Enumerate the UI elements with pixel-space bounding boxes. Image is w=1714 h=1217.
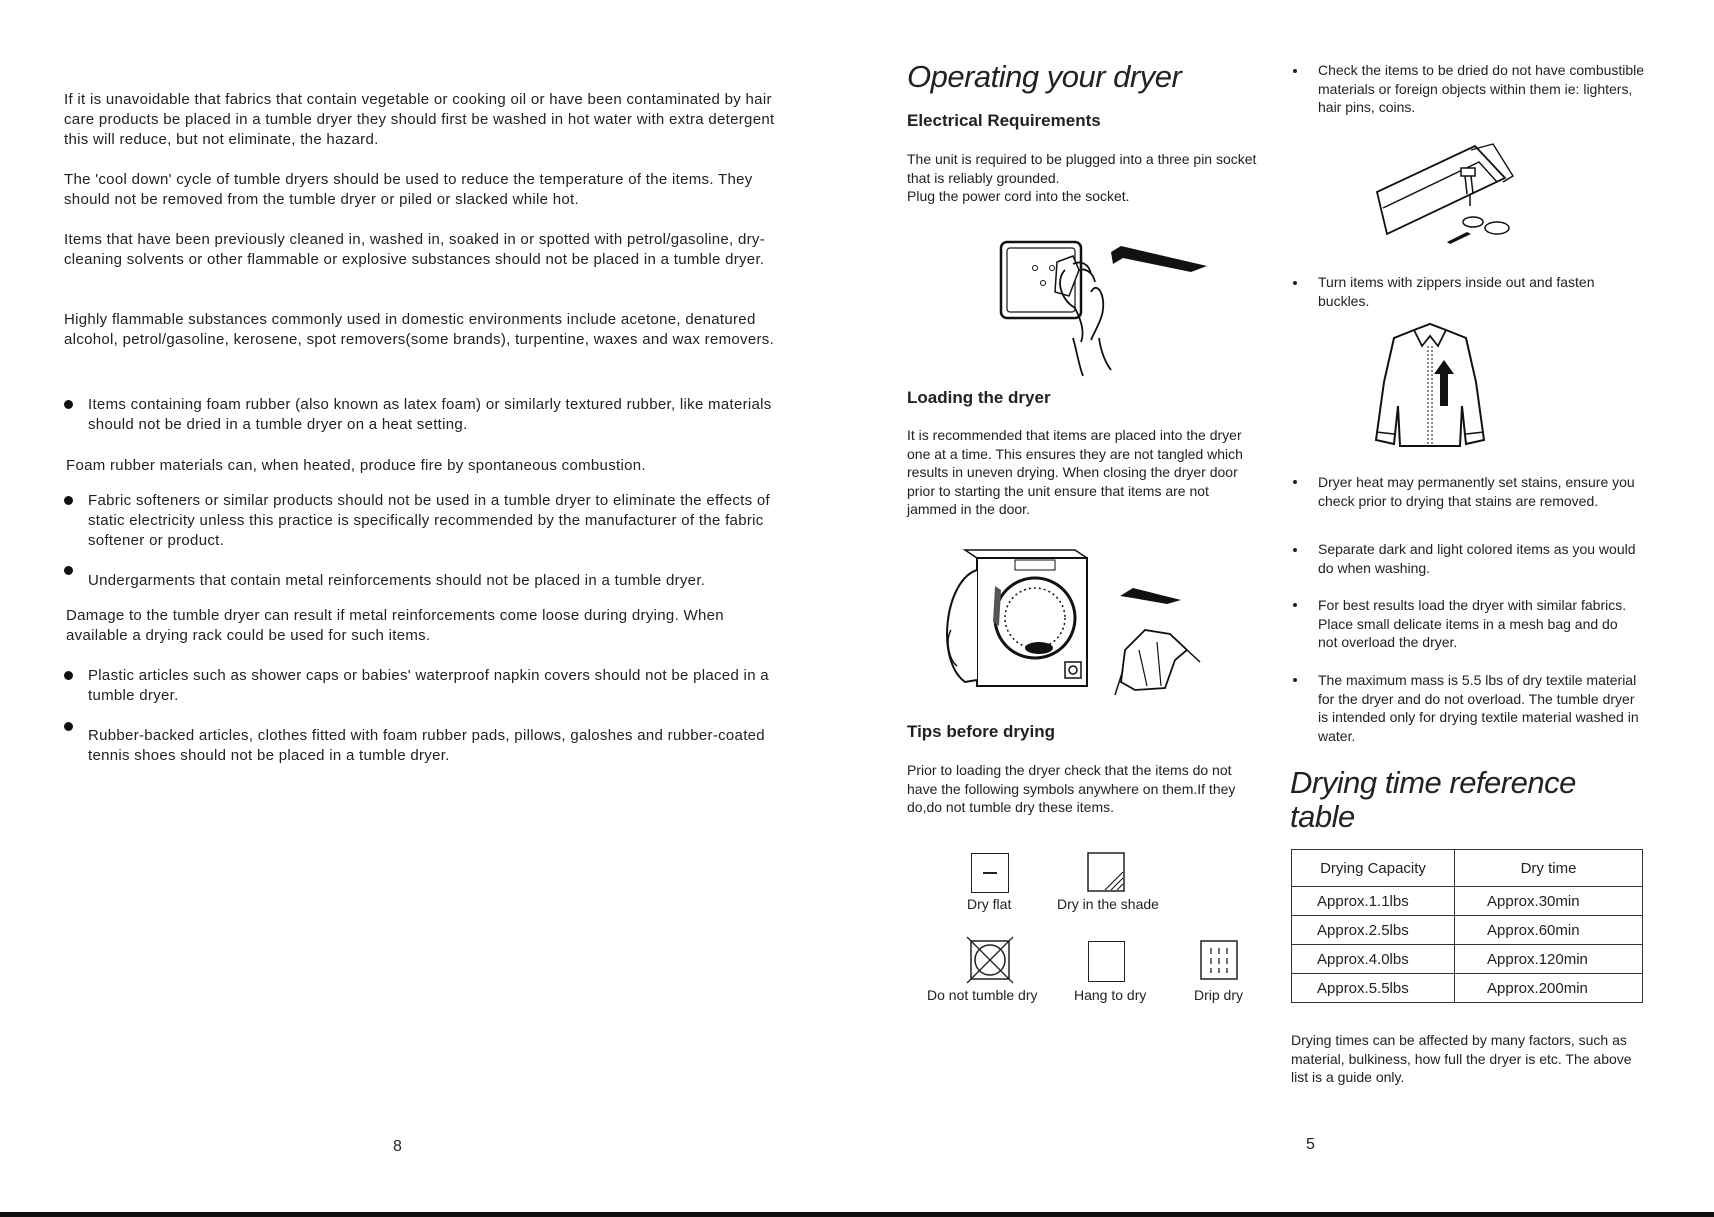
table-cell: Approx.2.5lbs	[1292, 916, 1455, 945]
paragraph-cool-down: The 'cool down' cycle of tumble dryers should be used to reduce the temperature of the items. They should not be removed from the tumble dryer or piled or slacked while hot.	[64, 171, 753, 208]
bullet-separate-colors: Separate dark and light colored items as you would do when washing.	[1318, 541, 1636, 576]
drip-dry-symbol-icon	[1200, 940, 1238, 980]
hang-to-dry-label: Hang to dry	[1074, 987, 1147, 1003]
bullet-undergarments: Undergarments that contain metal reinforcements should not be placed in a tumble dryer.	[88, 572, 706, 589]
electrical-text-plug: Plug the power cord into the socket.	[907, 188, 1130, 204]
paragraph-flammable-substances: Highly flammable substances commonly used in domestic environments include acetone, denatured alcohol, petrol/gasoline, kerosene, spot removers(some brands), turpentine, waxes and wax removers.	[64, 311, 775, 348]
page-number: 8	[393, 1138, 402, 1155]
drying-times-note: Drying times can be affected by many factors, such as material, bulkiness, how full the dryer is etc. The above list is a guide only.	[1291, 1032, 1632, 1085]
table-cell: Approx.200min	[1455, 974, 1643, 1003]
bullet-stains: Dryer heat may permanently set stains, ensure you check prior to drying that stains are removed.	[1318, 474, 1635, 509]
table-row	[1292, 945, 1643, 974]
bullet-zippers: Turn items with zippers inside out and fasten buckles.	[1318, 274, 1595, 309]
table-cell: Approx.30min	[1455, 887, 1643, 916]
table-row	[1292, 974, 1643, 1003]
bullet-marker	[1293, 548, 1297, 552]
paragraph-flammable-items: Items that have been previously cleaned in, washed in, soaked in or spotted with petrol/gasoline, dry-cleaning solvents or other flammable or explosive substances should not be placed in a tumble dryer.	[64, 231, 765, 268]
table-cell: Approx.1.1lbs	[1292, 887, 1455, 916]
page-number: 5	[1306, 1136, 1315, 1153]
damage-note: Damage to the tumble dryer can result if metal reinforcements come loose during drying. When available a drying rack could be used for such items.	[66, 607, 724, 644]
loading-text: It is recommended that items are placed into the dryer one at a time. This ensures they are not tangled which results in uneven drying. When closing the dryer door prior to starting the unit ensure that items are not jammed in the door.	[907, 427, 1243, 517]
bullet-fabric-softeners: Fabric softeners or similar products should not be used in a tumble dryer to eliminate the effects of static electricity unless this practice is specifically recommended by the manufacturer of the fabric softener or product.	[88, 492, 771, 549]
bottom-border	[0, 1212, 1714, 1217]
loading-heading: Loading the dryer	[907, 388, 1051, 407]
table-cell: Approx.4.0lbs	[1292, 945, 1455, 974]
foam-rubber-note: Foam rubber materials can, when heated, produce fire by spontaneous combustion.	[66, 457, 646, 474]
table-cell: Approx.5.5lbs	[1292, 974, 1455, 1003]
bullet-foam-rubber: Items containing foam rubber (also known as latex foam) or similarly textured rubber, like materials should not be dried in a tumble dryer on a heat setting.	[88, 396, 772, 433]
table-cell: Approx.120min	[1455, 945, 1643, 974]
dry-flat-label: Dry flat	[967, 896, 1012, 912]
do-not-tumble-dry-symbol-icon	[966, 936, 1014, 984]
table-cell: Approx.60min	[1455, 916, 1643, 945]
tips-text: Prior to loading the dryer check that the items do not have the following symbols anywhere on them.If they do,do not tumble dry these items.	[907, 762, 1236, 815]
bullet-marker	[1293, 281, 1297, 285]
dry-in-shade-label: Dry in the shade	[1057, 896, 1159, 912]
shirt-zipper-illustration	[1370, 322, 1490, 450]
dryer-loading-illustration	[935, 550, 1215, 705]
bullet-marker	[64, 671, 73, 680]
bullet-maximum-mass: The maximum mass is 5.5 lbs of dry textile material for the dryer and do not overload. The tumble dryer is intended only for drying textile material washed in water.	[1318, 672, 1639, 744]
bullet-marker	[64, 496, 73, 505]
table-row	[1292, 916, 1643, 945]
bullet-best-results: For best results load the dryer with similar fabrics. Place small delicate items in a mesh bag and do not overload the dryer.	[1318, 597, 1627, 650]
bullet-marker	[1293, 678, 1297, 682]
bullet-check-items: Check the items to be dried do not have combustible materials or foreign objects within them ie: lighters, hair pins, coins.	[1318, 62, 1645, 115]
paragraph-oil-fabrics: If it is unavoidable that fabrics that contain vegetable or cooking oil or have been contaminated by hair care products be placed in a tumble dryer they should first be washed in hot water with extra detergent this will reduce, but not eliminate, the hazard.	[64, 91, 775, 148]
dry-in-shade-symbol-icon	[1087, 852, 1125, 892]
page-title: Operating your dryer	[907, 59, 1182, 94]
table-header-cell: Dry time	[1455, 850, 1643, 887]
bullet-rubber-backed: Rubber-backed articles, clothes fitted with foam rubber pads, pillows, galoshes and rubber-coated tennis shoes should not be placed in a tumble dryer.	[88, 727, 765, 764]
bullet-marker	[64, 566, 73, 575]
tips-heading: Tips before drying	[907, 722, 1055, 741]
drip-dry-label: Drip dry	[1194, 987, 1244, 1003]
bullet-marker	[1293, 480, 1297, 484]
table-header-row	[1292, 850, 1643, 887]
dry-flat-symbol-icon	[971, 853, 1009, 893]
drying-time-table	[1291, 849, 1643, 1003]
bullet-plastic-articles: Plastic articles such as shower caps or babies' waterproof napkin covers should not be placed in a tumble dryer.	[88, 667, 769, 704]
bullet-marker	[1293, 69, 1297, 73]
hang-to-dry-symbol-icon	[1088, 941, 1125, 982]
plug-socket-illustration	[995, 230, 1225, 380]
table-title: Drying time reference	[1290, 765, 1576, 800]
electrical-heading: Electrical Requirements	[907, 111, 1101, 130]
do-not-tumble-dry-label: Do not tumble dry	[927, 987, 1038, 1003]
table-row	[1292, 887, 1643, 916]
table-header-cell: Drying Capacity	[1292, 850, 1455, 887]
bullet-marker	[64, 722, 73, 731]
bullet-marker	[1293, 603, 1297, 607]
table-title-line-2: table	[1290, 799, 1355, 834]
foreign-objects-illustration	[1375, 142, 1525, 252]
electrical-text: The unit is required to be plugged into a three pin socket that is reliably grounded.	[907, 151, 1257, 186]
bullet-marker	[64, 400, 73, 409]
